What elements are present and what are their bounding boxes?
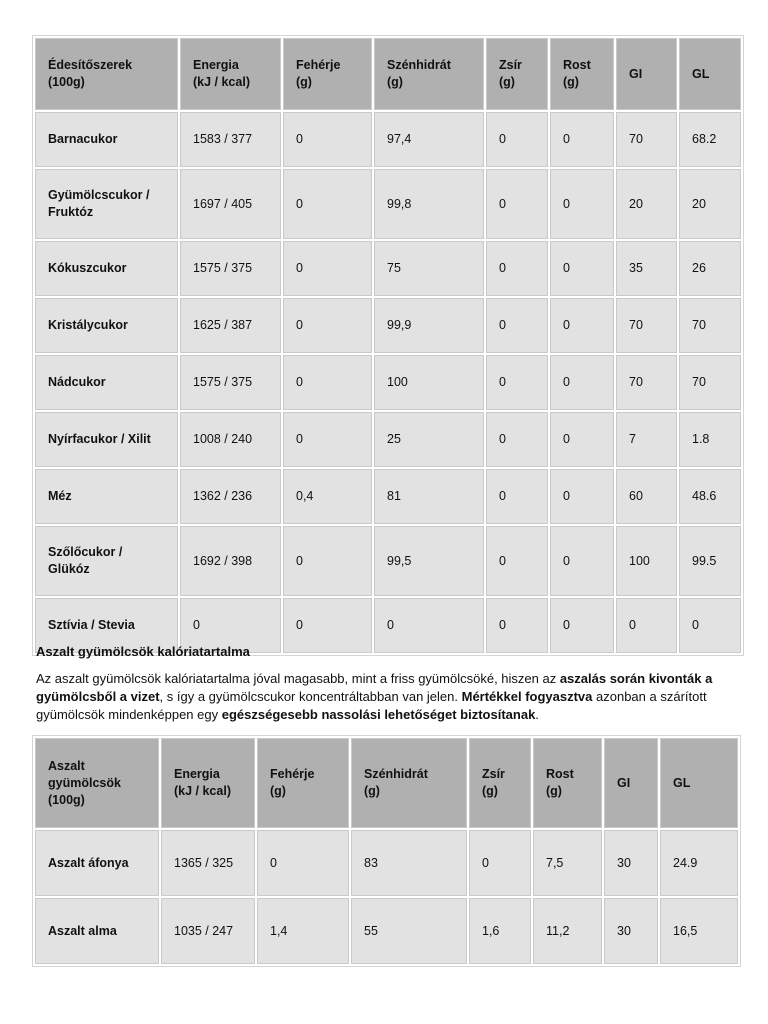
paragraph-bold-text: Mértékkel fogyasztva bbox=[461, 689, 593, 704]
value-text: 1008 / 240 bbox=[193, 432, 253, 446]
table-row bbox=[35, 412, 741, 467]
value-cell bbox=[679, 112, 741, 167]
header-cell bbox=[35, 38, 178, 110]
value-text: 0 bbox=[563, 553, 570, 568]
value-cell bbox=[604, 898, 658, 964]
value-cell bbox=[550, 355, 614, 410]
header-cell-text: GL bbox=[692, 66, 710, 81]
header-cell bbox=[533, 738, 602, 828]
row-label-cell bbox=[35, 469, 178, 524]
value-text: 70 bbox=[629, 318, 643, 332]
header-cell-text: Édesítőszerek (100g) bbox=[48, 58, 133, 89]
value-cell bbox=[486, 412, 548, 467]
value-text: 7 bbox=[629, 432, 636, 446]
paragraph-text: Az aszalt gyümölcsök kalóriatartalma jóval magasabb, mint a friss gyümölcsöké, hiszen az bbox=[36, 671, 560, 686]
table-row bbox=[35, 898, 738, 964]
row-label-cell bbox=[35, 241, 178, 296]
value-cell bbox=[374, 241, 484, 296]
paragraph-text: azonban a szárított gyümölcsök mindenképpen egy bbox=[36, 689, 707, 722]
value-text: 60 bbox=[629, 489, 643, 503]
header-cell-text: Szénhidrát (g) bbox=[387, 58, 451, 89]
row-label-cell bbox=[35, 355, 178, 410]
value-text: 0 bbox=[296, 553, 303, 568]
value-text: 0 bbox=[387, 618, 394, 632]
value-text: 11,2 bbox=[546, 923, 570, 938]
table-row bbox=[35, 355, 741, 410]
value-cell bbox=[550, 469, 614, 524]
header-cell bbox=[180, 38, 281, 110]
value-cell bbox=[679, 412, 741, 467]
header-cell-text: GI bbox=[629, 66, 643, 81]
row-label-cell bbox=[35, 526, 178, 596]
value-cell bbox=[550, 526, 614, 596]
value-cell bbox=[283, 412, 372, 467]
value-cell bbox=[679, 526, 741, 596]
header-cell-text: Szénhidrát (g) bbox=[364, 767, 428, 798]
table-row bbox=[35, 526, 741, 596]
value-text: 0 bbox=[499, 375, 506, 389]
value-cell bbox=[469, 898, 531, 964]
header-cell-text: Energia (kJ / kcal) bbox=[174, 767, 231, 798]
value-cell bbox=[180, 241, 281, 296]
value-text: 0 bbox=[296, 318, 303, 332]
header-cell bbox=[161, 738, 255, 828]
row-label-text: Kókuszcukor bbox=[48, 261, 127, 275]
value-cell bbox=[283, 169, 372, 239]
table-header-row bbox=[35, 738, 738, 828]
row-label-text: Gyümölcscukor / Fruktóz bbox=[48, 188, 150, 219]
value-cell bbox=[616, 355, 677, 410]
value-text: 70 bbox=[629, 132, 643, 146]
value-text: 0 bbox=[563, 618, 570, 632]
value-text: 0 bbox=[296, 196, 303, 211]
value-cell bbox=[550, 112, 614, 167]
row-label-cell bbox=[35, 830, 159, 896]
row-label-text: Kristálycukor bbox=[48, 318, 128, 332]
value-cell bbox=[351, 830, 467, 896]
value-text: 1035 / 247 bbox=[174, 923, 234, 938]
value-cell bbox=[550, 169, 614, 239]
value-text: 0 bbox=[563, 318, 570, 332]
value-text: 55 bbox=[364, 923, 378, 938]
value-cell bbox=[486, 112, 548, 167]
value-text: 0 bbox=[482, 855, 489, 870]
header-cell-text: GL bbox=[673, 775, 691, 790]
header-cell-text: Fehérje (g) bbox=[296, 58, 341, 89]
value-cell bbox=[486, 355, 548, 410]
table-row bbox=[35, 298, 741, 353]
value-text: 0 bbox=[499, 489, 506, 503]
value-cell bbox=[550, 298, 614, 353]
value-text: 0 bbox=[499, 196, 506, 211]
header-cell bbox=[374, 38, 484, 110]
header-cell-text: Rost (g) bbox=[563, 58, 591, 89]
value-cell bbox=[486, 469, 548, 524]
value-cell bbox=[486, 169, 548, 239]
paragraph-bold-text: aszalás során kivonták a gyümölcsből a vizet bbox=[36, 671, 713, 704]
value-text: 0 bbox=[296, 375, 303, 389]
value-cell bbox=[374, 169, 484, 239]
value-text: 1583 / 377 bbox=[193, 132, 253, 146]
value-cell bbox=[283, 241, 372, 296]
header-cell bbox=[283, 38, 372, 110]
value-cell bbox=[469, 830, 531, 896]
header-cell bbox=[469, 738, 531, 828]
value-cell bbox=[283, 598, 372, 653]
value-cell bbox=[550, 241, 614, 296]
value-text: 83 bbox=[364, 855, 378, 870]
header-cell bbox=[35, 738, 159, 828]
row-label-text: Nyírfacukor / Xilit bbox=[48, 432, 151, 446]
value-cell bbox=[486, 241, 548, 296]
value-text: 0 bbox=[692, 618, 699, 632]
value-text: 99,5 bbox=[387, 553, 412, 568]
value-cell bbox=[374, 412, 484, 467]
value-text: 100 bbox=[629, 553, 650, 568]
value-text: 1365 / 325 bbox=[174, 855, 234, 870]
value-text: 1362 / 236 bbox=[193, 489, 253, 503]
value-cell bbox=[180, 169, 281, 239]
table-row bbox=[35, 112, 741, 167]
row-label-cell bbox=[35, 169, 178, 239]
value-cell bbox=[374, 469, 484, 524]
value-text: 70 bbox=[692, 375, 706, 389]
row-label-text: Méz bbox=[48, 489, 72, 503]
value-cell bbox=[486, 598, 548, 653]
value-text: 48.6 bbox=[692, 489, 717, 503]
value-text: 1.8 bbox=[692, 432, 710, 446]
value-text: 0 bbox=[563, 375, 570, 389]
value-cell bbox=[679, 241, 741, 296]
value-text: 35 bbox=[629, 261, 643, 275]
row-label-text: Szőlőcukor / Glükóz bbox=[48, 545, 123, 576]
value-cell bbox=[374, 355, 484, 410]
value-cell bbox=[616, 598, 677, 653]
value-text: 0 bbox=[296, 618, 303, 632]
value-cell bbox=[679, 169, 741, 239]
value-cell bbox=[660, 830, 738, 896]
value-text: 20 bbox=[692, 196, 706, 211]
value-text: 0 bbox=[270, 855, 277, 870]
value-cell bbox=[283, 526, 372, 596]
row-label-text: Barnacukor bbox=[48, 132, 118, 146]
value-text: 0 bbox=[499, 432, 506, 446]
row-label-text: Aszalt alma bbox=[48, 923, 117, 938]
value-cell bbox=[679, 355, 741, 410]
value-text: 1,4 bbox=[270, 923, 288, 938]
value-cell bbox=[550, 412, 614, 467]
row-label-text: Nádcukor bbox=[48, 375, 106, 389]
header-cell bbox=[351, 738, 467, 828]
value-text: 99,8 bbox=[387, 196, 412, 211]
value-cell bbox=[616, 112, 677, 167]
value-cell bbox=[660, 898, 738, 964]
row-label-cell bbox=[35, 298, 178, 353]
table-header-row bbox=[35, 38, 741, 110]
value-cell bbox=[533, 898, 602, 964]
header-cell-text: Energia (kJ / kcal) bbox=[193, 58, 250, 89]
value-cell bbox=[616, 241, 677, 296]
row-label-text: Sztívia / Stevia bbox=[48, 618, 135, 632]
dried-fruits-table bbox=[32, 735, 741, 967]
table-row bbox=[35, 469, 741, 524]
value-text: 0 bbox=[499, 618, 506, 632]
value-cell bbox=[679, 298, 741, 353]
value-text: 24.9 bbox=[673, 855, 698, 870]
header-cell-text: GI bbox=[617, 775, 631, 790]
value-cell bbox=[616, 298, 677, 353]
value-cell bbox=[257, 830, 349, 896]
value-text: 0 bbox=[563, 132, 570, 146]
header-cell-text: Zsír (g) bbox=[499, 58, 522, 89]
value-cell bbox=[679, 469, 741, 524]
value-text: 99,9 bbox=[387, 318, 412, 332]
header-cell bbox=[550, 38, 614, 110]
value-text: 0 bbox=[296, 432, 303, 446]
header-cell-text: Rost (g) bbox=[546, 767, 574, 798]
value-cell bbox=[180, 298, 281, 353]
row-label-cell bbox=[35, 898, 159, 964]
value-text: 0 bbox=[499, 318, 506, 332]
value-text: 68.2 bbox=[692, 132, 717, 146]
section-paragraph bbox=[36, 670, 736, 724]
value-text: 0 bbox=[563, 489, 570, 503]
header-cell bbox=[679, 38, 741, 110]
value-cell bbox=[486, 298, 548, 353]
value-cell bbox=[283, 298, 372, 353]
value-cell bbox=[180, 526, 281, 596]
value-text: 1625 / 387 bbox=[193, 318, 253, 332]
section-title: Aszalt gyümölcsök kalóriatartalma bbox=[36, 644, 250, 659]
value-cell bbox=[550, 598, 614, 653]
value-text: 26 bbox=[692, 261, 706, 275]
value-text: 30 bbox=[617, 923, 631, 938]
value-text: 16,5 bbox=[673, 923, 698, 938]
value-cell bbox=[283, 469, 372, 524]
value-cell bbox=[283, 112, 372, 167]
value-text: 1575 / 375 bbox=[193, 375, 253, 389]
header-cell-text: Aszalt gyümölcsök (100g) bbox=[48, 758, 121, 807]
value-text: 0 bbox=[563, 261, 570, 275]
value-cell bbox=[283, 355, 372, 410]
value-text: 0 bbox=[499, 553, 506, 568]
value-text: 99.5 bbox=[692, 553, 717, 568]
value-cell bbox=[257, 898, 349, 964]
value-cell bbox=[616, 169, 677, 239]
paragraph-bold-text: egészségesebb nassolási lehetőséget biztosítanak bbox=[221, 707, 536, 722]
value-text: 30 bbox=[617, 855, 631, 870]
value-text: 81 bbox=[387, 489, 401, 503]
value-cell bbox=[486, 526, 548, 596]
value-cell bbox=[374, 526, 484, 596]
table-row bbox=[35, 241, 741, 296]
row-label-cell bbox=[35, 412, 178, 467]
value-text: 1692 / 398 bbox=[193, 553, 253, 568]
value-text: 1,6 bbox=[482, 923, 500, 938]
header-cell-text: Zsír (g) bbox=[482, 767, 505, 798]
value-cell bbox=[533, 830, 602, 896]
value-cell bbox=[604, 830, 658, 896]
row-label-cell bbox=[35, 112, 178, 167]
value-text: 1575 / 375 bbox=[193, 261, 253, 275]
value-text: 0 bbox=[296, 132, 303, 146]
value-text: 0 bbox=[499, 261, 506, 275]
header-cell bbox=[616, 38, 677, 110]
value-text: 70 bbox=[629, 375, 643, 389]
value-text: 0 bbox=[296, 261, 303, 275]
value-cell bbox=[374, 112, 484, 167]
value-text: 0,4 bbox=[296, 489, 314, 503]
value-text: 0 bbox=[193, 618, 200, 632]
value-cell bbox=[616, 469, 677, 524]
value-cell bbox=[180, 412, 281, 467]
value-cell bbox=[616, 412, 677, 467]
value-cell bbox=[180, 469, 281, 524]
value-text: 25 bbox=[387, 432, 401, 446]
value-text: 20 bbox=[629, 196, 643, 211]
value-cell bbox=[679, 598, 741, 653]
value-cell bbox=[616, 526, 677, 596]
row-label-text: Aszalt áfonya bbox=[48, 855, 129, 870]
value-cell bbox=[161, 898, 255, 964]
paragraph-text: , s így a gyümölcscukor koncentráltabban van jelen. bbox=[159, 689, 462, 704]
value-text: 75 bbox=[387, 261, 401, 275]
value-text: 100 bbox=[387, 375, 408, 389]
value-text: 70 bbox=[692, 318, 706, 332]
value-text: 0 bbox=[563, 432, 570, 446]
header-cell bbox=[660, 738, 738, 828]
value-text: 1697 / 405 bbox=[193, 196, 253, 211]
paragraph-text: . bbox=[535, 707, 539, 722]
header-cell-text: Fehérje (g) bbox=[270, 767, 315, 798]
value-text: 97,4 bbox=[387, 132, 412, 146]
table-row bbox=[35, 830, 738, 896]
header-cell bbox=[257, 738, 349, 828]
table-row bbox=[35, 169, 741, 239]
value-cell bbox=[351, 898, 467, 964]
header-cell bbox=[604, 738, 658, 828]
value-cell bbox=[180, 112, 281, 167]
value-cell bbox=[374, 298, 484, 353]
value-cell bbox=[374, 598, 484, 653]
value-cell bbox=[180, 355, 281, 410]
value-cell bbox=[161, 830, 255, 896]
value-text: 7,5 bbox=[546, 855, 564, 870]
header-cell bbox=[486, 38, 548, 110]
value-text: 0 bbox=[629, 618, 636, 632]
value-text: 0 bbox=[563, 196, 570, 211]
sweeteners-table bbox=[32, 35, 744, 656]
value-text: 0 bbox=[499, 132, 506, 146]
